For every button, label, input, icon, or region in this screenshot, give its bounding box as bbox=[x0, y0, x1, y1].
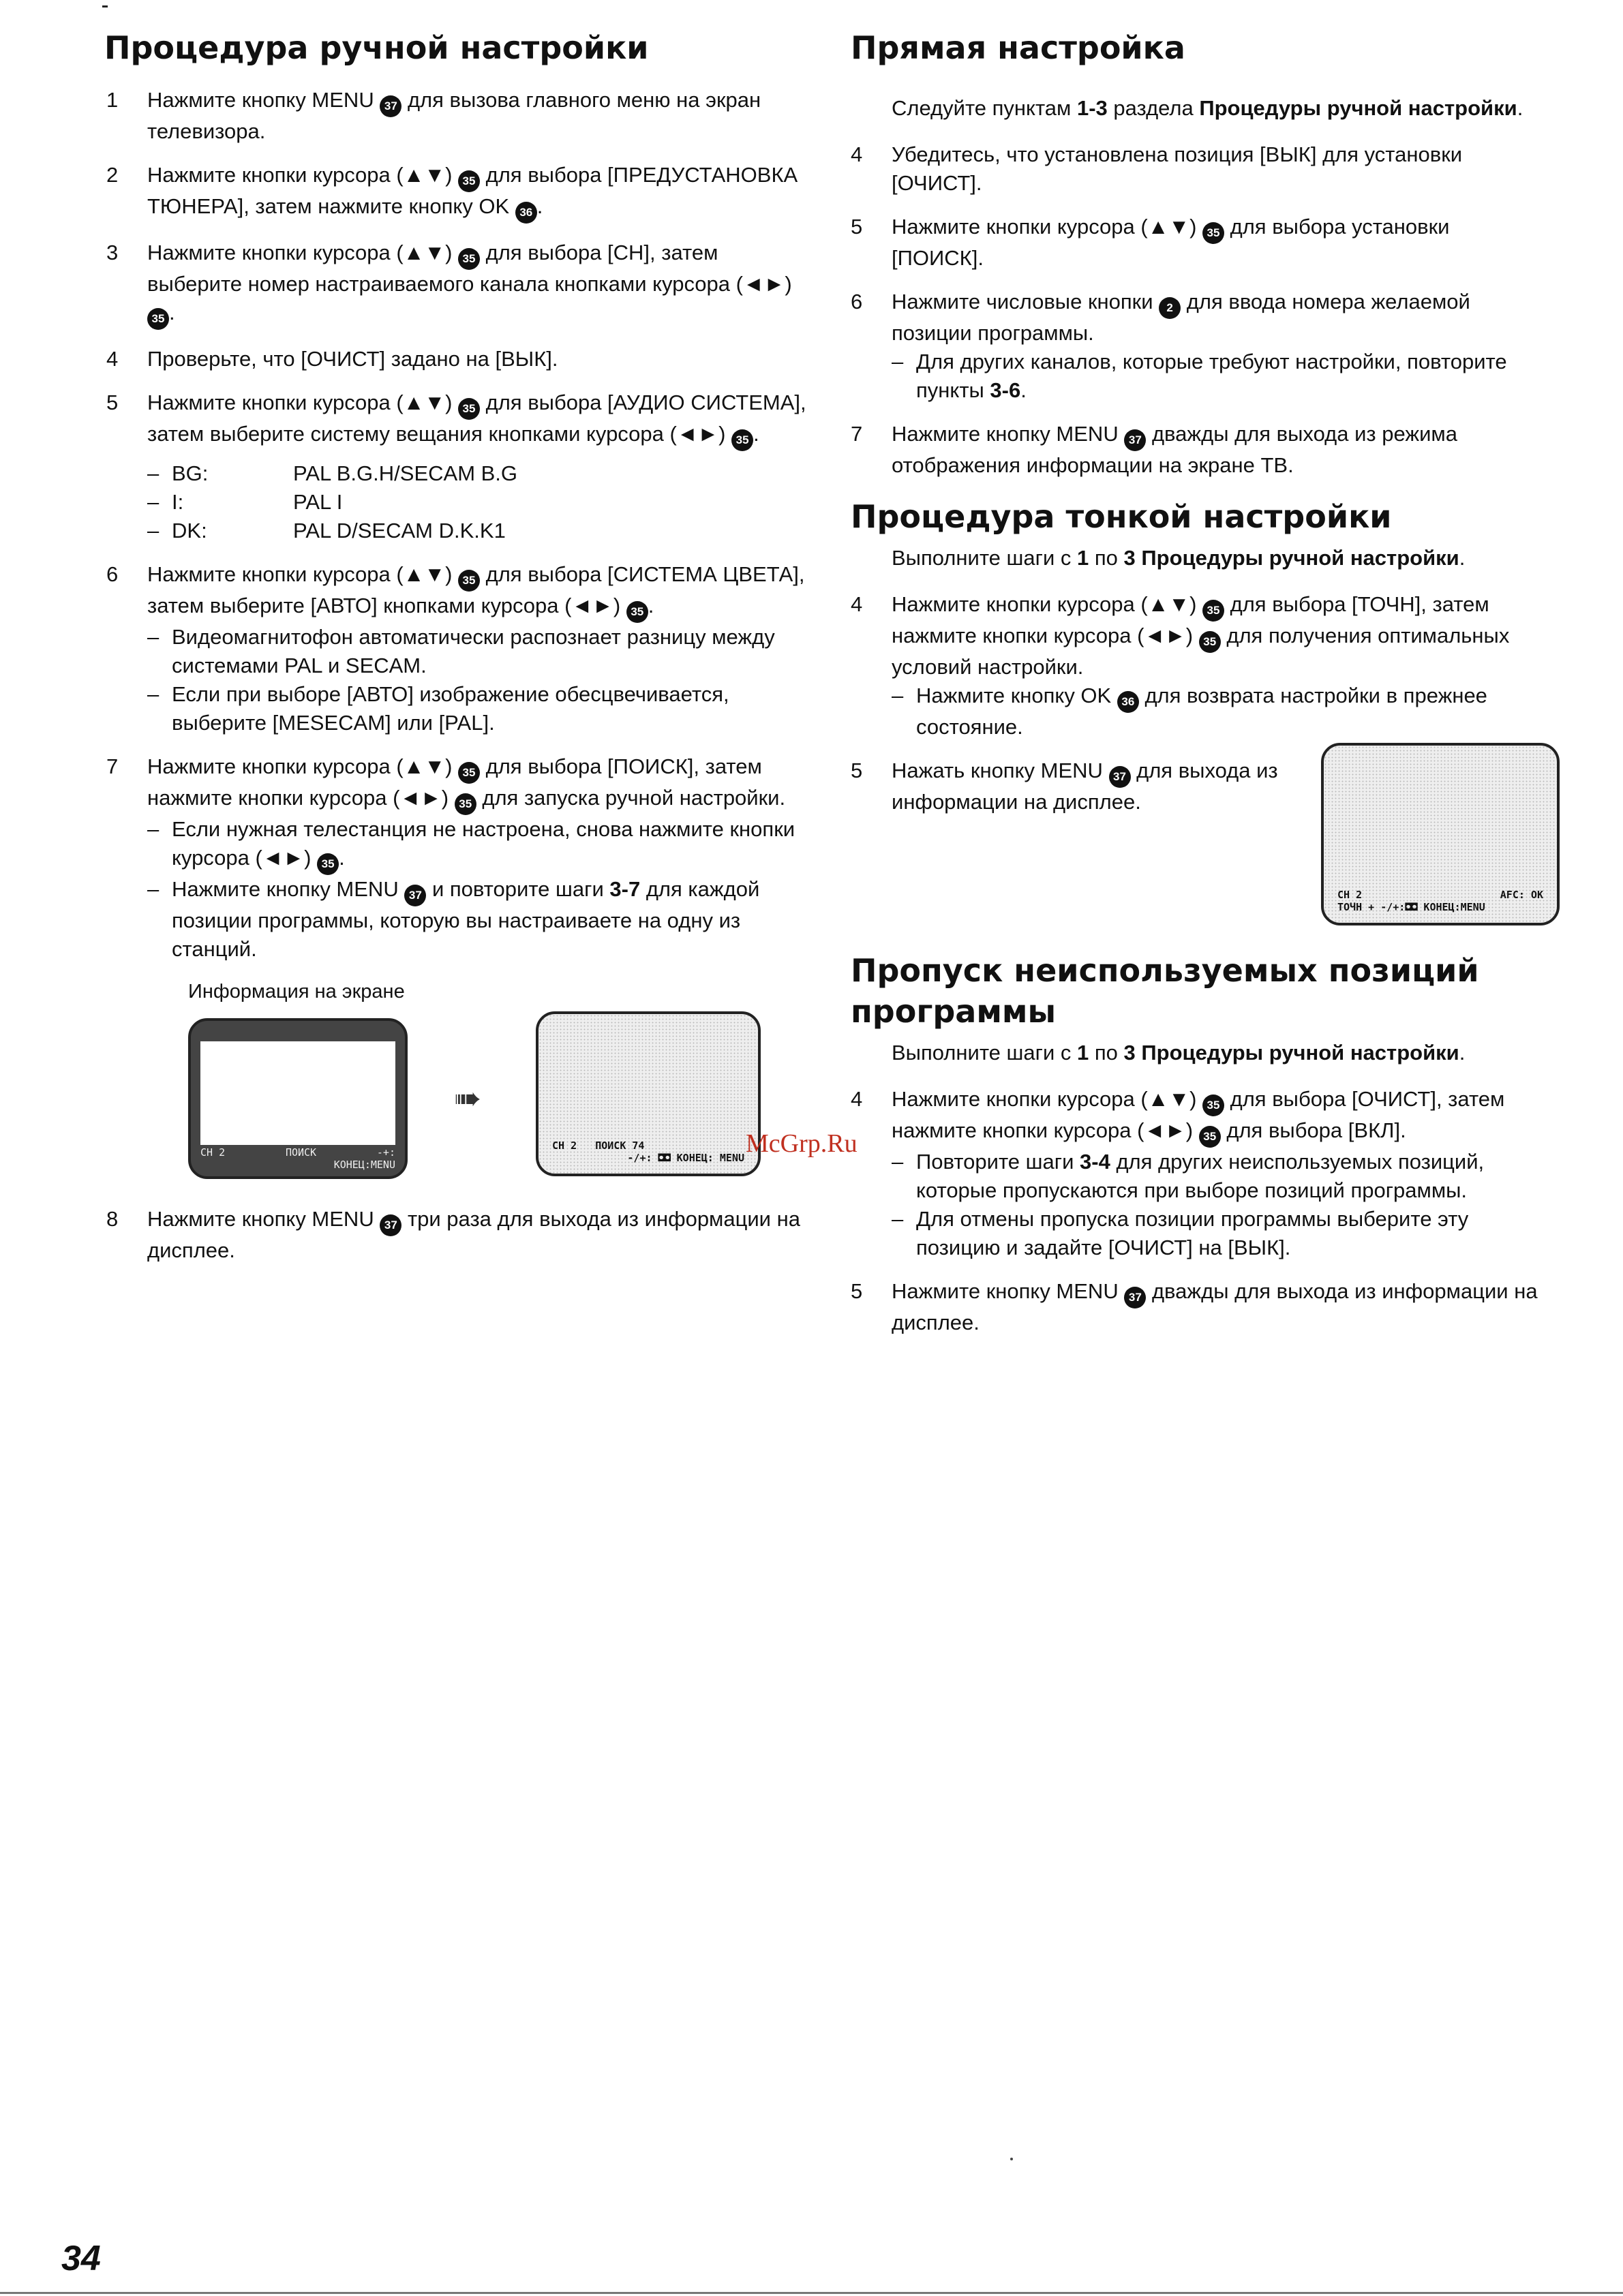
step-3: 3 Нажмите кнопки курсора (▲▼) 35 для выбора [CH], затем выберите номер настраиваемого канала кнопками курсора (◄►) 35 . bbox=[102, 239, 811, 330]
tv-screen-search-start: CH 2 ПОИСК -+: КОНЕЦ:MENU bbox=[188, 1018, 408, 1179]
skip-step-4: 4 Нажмите кнопки курсора (▲▼) 35 для выбора [ОЧИСТ], затем нажмите кнопки курсора (◄►) 35 для выбора [ВКЛ]. – Повторите шаги 3-4 для других неиспользуемых позиций, которые пропускаются при выборе позиций программы. – Для отмены пропуска позиции программы выберите эту позицию и задайте [ОЧИСТ] на [ВЫК]. bbox=[851, 1085, 1546, 1262]
note: – Нажмите кнопку MENU 37 и повторите шаги 3-7 для каждой позиции программы, которую вы настраиваете на одну из станций. bbox=[147, 877, 760, 961]
button-ref-icon: 36 bbox=[515, 202, 537, 224]
button-ref-icon: 35 bbox=[731, 429, 753, 451]
button-ref-icon: 2 bbox=[1159, 297, 1181, 319]
step-1: 1 Нажмите кнопку MENU 37 для вызова главного меню на экран телевизора. bbox=[106, 88, 761, 143]
bottom-rule bbox=[0, 2292, 1623, 2294]
button-ref-icon: 37 bbox=[380, 95, 401, 117]
step-8: 8 Нажмите кнопку MENU 37 три раза для выхода из информации на дисплее. bbox=[106, 1207, 800, 1262]
step-4: 4 Проверьте, что [ОЧИСТ] задано на [ВЫК]. bbox=[106, 347, 558, 371]
right-column bbox=[851, 27, 1546, 1352]
screen-caption: Информация на экране bbox=[188, 981, 405, 1002]
button-ref-icon: 35 bbox=[458, 398, 480, 420]
button-ref-icon: 35 bbox=[1202, 222, 1224, 244]
intro-direct: Следуйте пунктам 1-3 раздела Процедуры ручной настройки. bbox=[892, 96, 1523, 120]
button-ref-icon: 35 bbox=[455, 793, 476, 815]
fine-step-5: 5 Нажать кнопку MENU 37 для выхода из информации на дисплее. bbox=[851, 759, 1278, 814]
button-ref-icon: 35 bbox=[458, 170, 480, 192]
note: – Видеомагнитофон автоматически распознает разницу между системами PAL и SECAM. bbox=[147, 625, 775, 677]
system-i: – I: PAL I bbox=[147, 490, 343, 514]
note: – Для отмены пропуска позиции программы выберите эту позицию и задайте [ОЧИСТ] на [ВЫК]. bbox=[892, 1207, 1469, 1259]
intro-skip: Выполните шаги с 1 по 3 Процедуры ручной настройки. bbox=[892, 1041, 1466, 1065]
button-ref-icon: 35 bbox=[1202, 1095, 1224, 1116]
note: – Если при выборе [АВТО] изображение обесцвечивается, выберите [MESECAM] или [PAL]. bbox=[147, 682, 729, 735]
button-ref-icon: 35 bbox=[1199, 1126, 1221, 1148]
arrow-right-icon: ➠ bbox=[454, 1081, 482, 1117]
button-ref-icon: 37 bbox=[1124, 429, 1146, 451]
audio-system-list bbox=[102, 459, 811, 545]
watermark: McGrp.Ru bbox=[746, 1129, 858, 1158]
button-ref-icon: 35 bbox=[626, 601, 648, 623]
direct-step-5: 5 Нажмите кнопки курсора (▲▼) 35 для выбора установки [ПОИСК]. bbox=[851, 215, 1450, 270]
speck bbox=[1010, 2158, 1013, 2160]
button-ref-icon: 35 bbox=[1199, 631, 1221, 653]
left-column bbox=[102, 27, 811, 1280]
step-2: 2 Нажмите кнопки курсора (▲▼) 35 для выбора [ПРЕДУСТАНОВКА ТЮНЕРА], затем нажмите кнопку OK 36 . bbox=[102, 161, 811, 224]
button-ref-icon: 37 bbox=[1124, 1287, 1146, 1308]
screen-illustrations bbox=[102, 1011, 811, 1189]
button-ref-icon: 37 bbox=[1109, 766, 1131, 788]
system-dk: – DK: PAL D/SECAM D.K.K1 bbox=[147, 519, 506, 542]
page-number: 34 bbox=[61, 2239, 101, 2278]
note: – Повторите шаги 3-4 для других неиспользуемых позиций, которые пропускаются при выборе позиций программы. bbox=[892, 1150, 1485, 1202]
system-bg: – BG: PAL B.G.H/SECAM B.G bbox=[147, 461, 518, 485]
note: – Нажмите кнопку OK 36 для возврата настройки в прежнее состояние. bbox=[892, 684, 1487, 739]
section-title-manual: Процедура ручной настройки bbox=[104, 29, 649, 66]
tv-screen-search-result: CH 2 ПОИСК 74 -/+: ◘◘ КОНЕЦ: MENU bbox=[536, 1011, 761, 1176]
skip-step-5: 5 Нажмите кнопку MENU 37 дважды для выхода из информации на дисплее. bbox=[851, 1279, 1538, 1334]
button-ref-icon: 35 bbox=[1202, 600, 1224, 622]
button-ref-icon: 37 bbox=[404, 885, 426, 906]
tv-screen-fine-tune: CH 2 AFC: OK ТОЧН + -/+:◘◘ КОНЕЦ:MENU bbox=[1321, 743, 1560, 925]
note: – Если нужная телестанция не настроена, снова нажмите кнопки курсора (◄►) 35 . bbox=[147, 815, 811, 875]
step-6: 6 Нажмите кнопки курсора (▲▼) 35 для выбора [СИСТЕМА ЦВЕТА], затем выберите [АВТО] кнопками курсора (◄►) 35 . – Видеомагнитофон автоматически распознает разницу между системами PAL и SECAM. – Если при выборе [АВТО] изображение обесцвечивается, выберите [MESECAM] или [PAL]. bbox=[102, 560, 811, 737]
section-title-skip: Пропуск неиспользуемых позиций программы bbox=[851, 952, 1479, 1030]
direct-step-7: 7 Нажмите кнопку MENU 37 дважды для выхода из режима отображения информации на экране ТВ. bbox=[851, 422, 1457, 477]
button-ref-icon: 37 bbox=[380, 1214, 401, 1236]
button-ref-icon: 35 bbox=[458, 570, 480, 592]
button-ref-icon: 35 bbox=[458, 248, 480, 270]
step-5: 5 Нажмите кнопки курсора (▲▼) 35 для выбора [АУДИО СИСТЕМА], затем выберите систему вещания кнопками курсора (◄►) 35 . bbox=[102, 388, 811, 451]
direct-step-6: 6 Нажмите числовые кнопки 2 для ввода номера желаемой позиции программы. – Для других каналов, которые требуют настройки, повторите пункты 3-6. bbox=[851, 288, 1546, 405]
button-ref-icon: 35 bbox=[147, 308, 169, 330]
direct-step-4: 4 Убедитесь, что установлена позиция [ВЫК] для установки [ОЧИСТ]. bbox=[851, 142, 1463, 195]
section-title-direct: Прямая настройка bbox=[851, 29, 1185, 66]
corner-mark bbox=[102, 5, 108, 7]
note: – Для других каналов, которые требуют настройки, повторите пункты 3-6. bbox=[892, 350, 1507, 402]
section-title-fine: Процедура тонкой настройки bbox=[851, 498, 1392, 535]
intro-fine: Выполните шаги с 1 по 3 Процедуры ручной настройки. bbox=[892, 546, 1466, 570]
button-ref-icon: 35 bbox=[317, 853, 339, 875]
fine-step-4: 4 Нажмите кнопки курсора (▲▼) 35 для выбора [ТОЧН], затем нажмите кнопки курсора (◄►) 35 для получения оптимальных условий настройки. – Нажмите кнопку OK 36 для возврата настройки в прежнее состояние. bbox=[851, 590, 1546, 741]
button-ref-icon: 35 bbox=[458, 762, 480, 784]
button-ref-icon: 36 bbox=[1117, 691, 1139, 713]
step-7: 7 Нажмите кнопки курсора (▲▼) 35 для выбора [ПОИСК], затем нажмите кнопки курсора (◄►) 35 для запуска ручной настройки. – Если нужная телестанция не настроена, снова нажмите кнопки курсора (◄►) 35 . – Нажмите кнопку MENU 37 и повторите шаги 3-7 для каждой позиции программы, которую вы настраиваете на одну из станций. bbox=[102, 752, 811, 964]
